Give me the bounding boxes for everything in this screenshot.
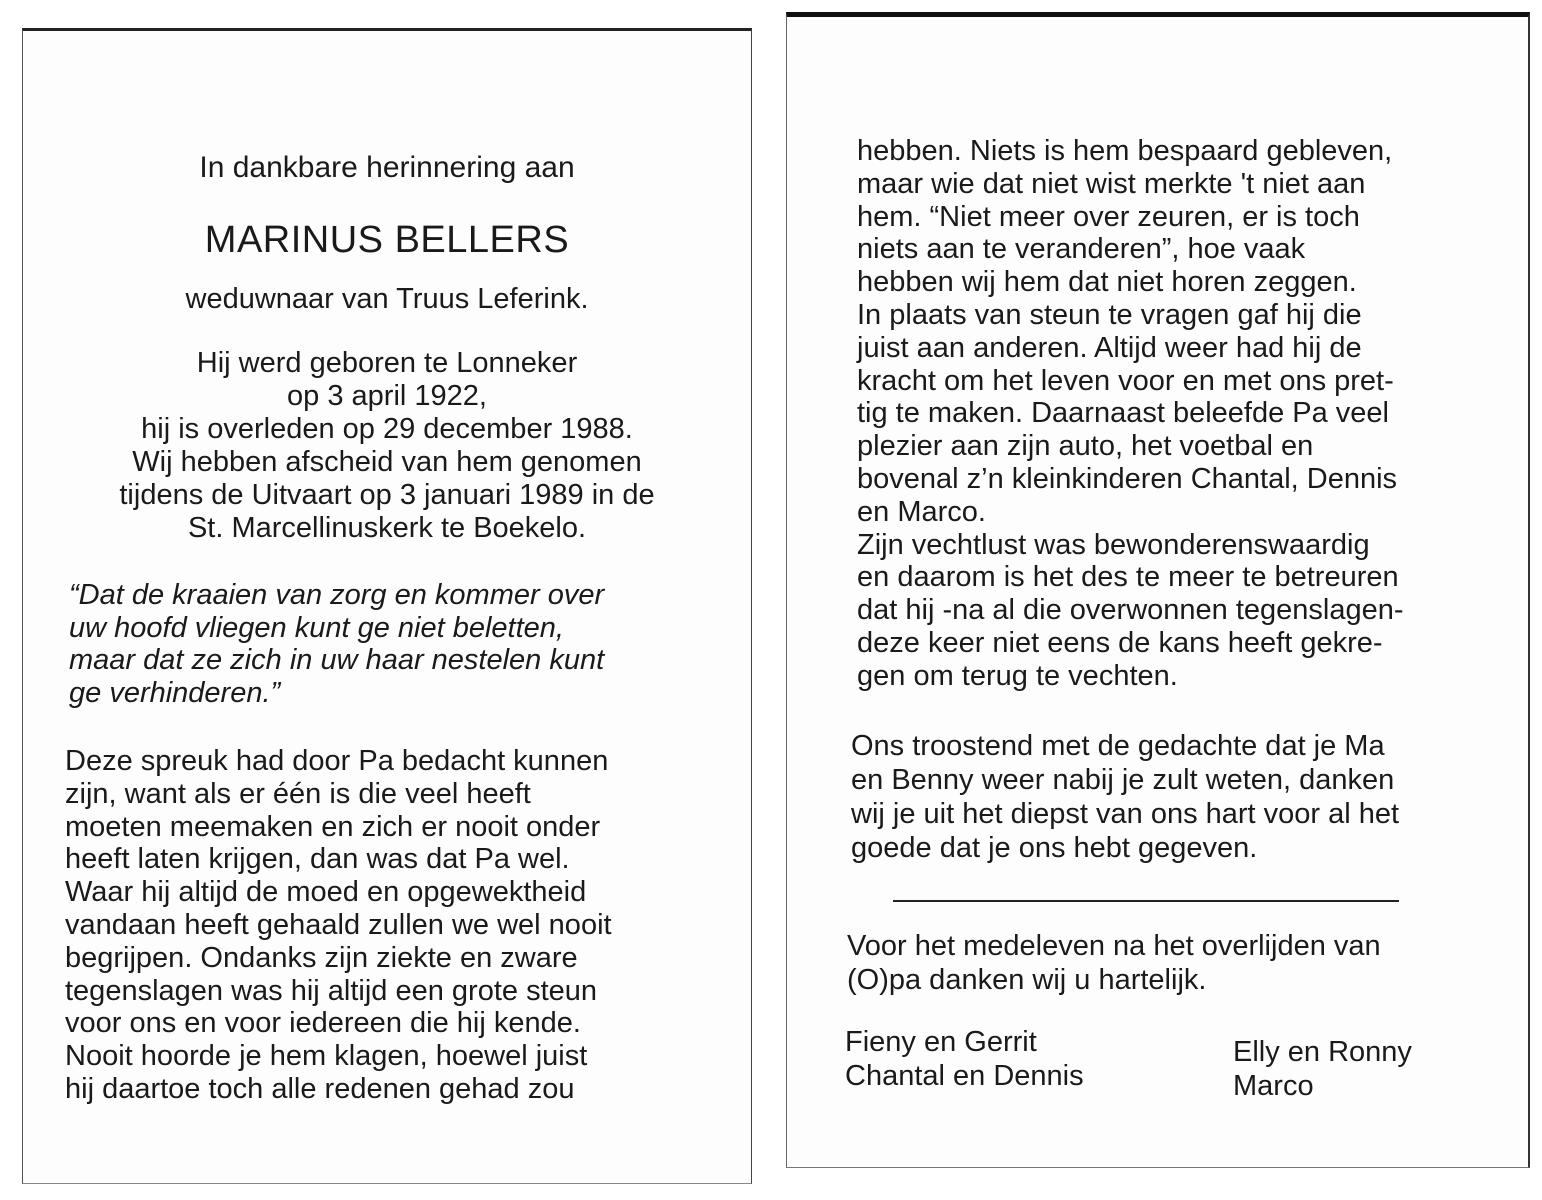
divider-line	[893, 900, 1399, 902]
text-line: (O)pa danken wij u hartelijk.	[847, 964, 1207, 996]
text-line: Zijn vechtlust was bewonderenswaardig	[857, 528, 1370, 561]
intro-text: In dankbare herinnering aan	[199, 151, 575, 184]
text-line: hem. “Niet meer over zeuren, er is toch	[857, 200, 1360, 233]
text-line: en Marco.	[857, 495, 986, 528]
text-line: Hij werd geboren te Lonneker	[196, 347, 578, 379]
text-line: gen om terug te vechten.	[857, 659, 1178, 692]
text-line: moeten meemaken en zich er nooit onder	[65, 810, 601, 843]
text-line: hij is overleden op 29 december 1988.	[141, 413, 633, 445]
text-line: op 3 april 1922,	[287, 380, 487, 412]
text-line: zijn, want als er één is die veel heeft	[65, 777, 531, 810]
text-line: maar wie dat niet wist merkte 't niet aan	[857, 167, 1366, 200]
signature-name: Fieny en Gerrit	[845, 1026, 1037, 1058]
text-line: Voor het medeleven na het overlijden van	[847, 930, 1381, 962]
signature-name: Elly en Ronny	[1233, 1036, 1412, 1068]
text-line: en Benny weer nabij je zult weten, danken	[851, 764, 1395, 796]
signature-name: Chantal en Dennis	[845, 1060, 1084, 1092]
text-line: goede dat je ons hebt gegeven.	[851, 832, 1258, 864]
signatures-left	[845, 1025, 1084, 1093]
text-line: bovenal z’n kleinkinderen Chantal, Dennis	[857, 462, 1398, 495]
quote-line: maar dat ze zich in uw haar nestelen kunt	[69, 644, 605, 676]
quote-line: uw hoofd vliegen kunt ge niet beletten,	[69, 611, 564, 644]
text-line: Deze spreuk had door Pa bedacht kunnen	[65, 745, 609, 777]
text-line: vandaan heeft gehaald zullen we wel nooit	[65, 908, 612, 941]
text-line: Waar hij altijd de moed en opgewektheid	[65, 876, 587, 909]
text-line: kracht om het leven voor en met ons pret-	[857, 364, 1394, 397]
signature-name: Marco	[1233, 1070, 1314, 1102]
life-dates-block	[23, 347, 751, 545]
text-line: St. Marcellinuskerk te Boekelo.	[187, 512, 587, 544]
tribute-text-part1	[65, 745, 612, 1106]
text-line: heeft laten krijgen, dan was dat Pa wel.	[65, 843, 570, 876]
text-line: begrijpen. Ondanks zijn ziekte en zware	[65, 941, 578, 974]
deceased-name: MARINUS BELLERS	[204, 219, 570, 261]
text-line: Wij hebben afscheid van hem genomen	[132, 446, 642, 478]
text-line: hebben wij hem dat niet horen zeggen.	[857, 266, 1357, 299]
text-line: voor ons en voor iedereen die hij kende.	[65, 1007, 581, 1040]
quote-line: “Dat de kraaien van zorg en kommer over	[69, 579, 605, 611]
text-line: dat hij -na al die overwonnen tegenslagen-	[857, 594, 1404, 627]
memorial-card-front	[22, 28, 752, 1184]
text-line: Nooit hoorde je hem klagen, hoewel juist	[65, 1040, 588, 1073]
text-line: hij daartoe toch alle redenen gehad zou	[65, 1072, 575, 1105]
text-line: hebben. Niets is hem bespaard gebleven,	[857, 135, 1393, 167]
quote-block	[69, 579, 604, 709]
text-line: tegenslagen was hij altijd een grote steun	[65, 974, 598, 1007]
text-line: en daarom is het des te meer te betreuren	[857, 561, 1399, 594]
text-line: In plaats van steun te vragen gaf hij die	[857, 298, 1362, 331]
text-line: niets aan te veranderen”, hoe vaak	[857, 233, 1306, 266]
text-line: tijdens de Uitvaart op 3 januari 1989 in de	[119, 479, 655, 511]
text-line: Ons troostend met de gedachte dat je Ma	[851, 730, 1385, 762]
tribute-text-part2	[857, 135, 1404, 693]
text-line: wij je uit het diepst van ons hart voor al het	[851, 798, 1400, 830]
closing-paragraph	[851, 729, 1399, 865]
text-line: tig te maken. Daarnaast beleefde Pa veel	[857, 397, 1389, 430]
thanks-note	[847, 929, 1381, 997]
signatures-right	[1233, 1035, 1412, 1103]
text-line: juist aan anderen. Altijd weer had hij de	[857, 331, 1362, 364]
memorial-card-back	[786, 12, 1530, 1168]
widower-line: weduwnaar van Truus Leferink.	[185, 283, 589, 315]
quote-line: ge verhinderen.”	[69, 676, 281, 709]
text-line: plezier aan zijn auto, het voetbal en	[857, 430, 1314, 463]
text-line: deze keer niet eens de kans heeft gekre-	[857, 626, 1383, 659]
